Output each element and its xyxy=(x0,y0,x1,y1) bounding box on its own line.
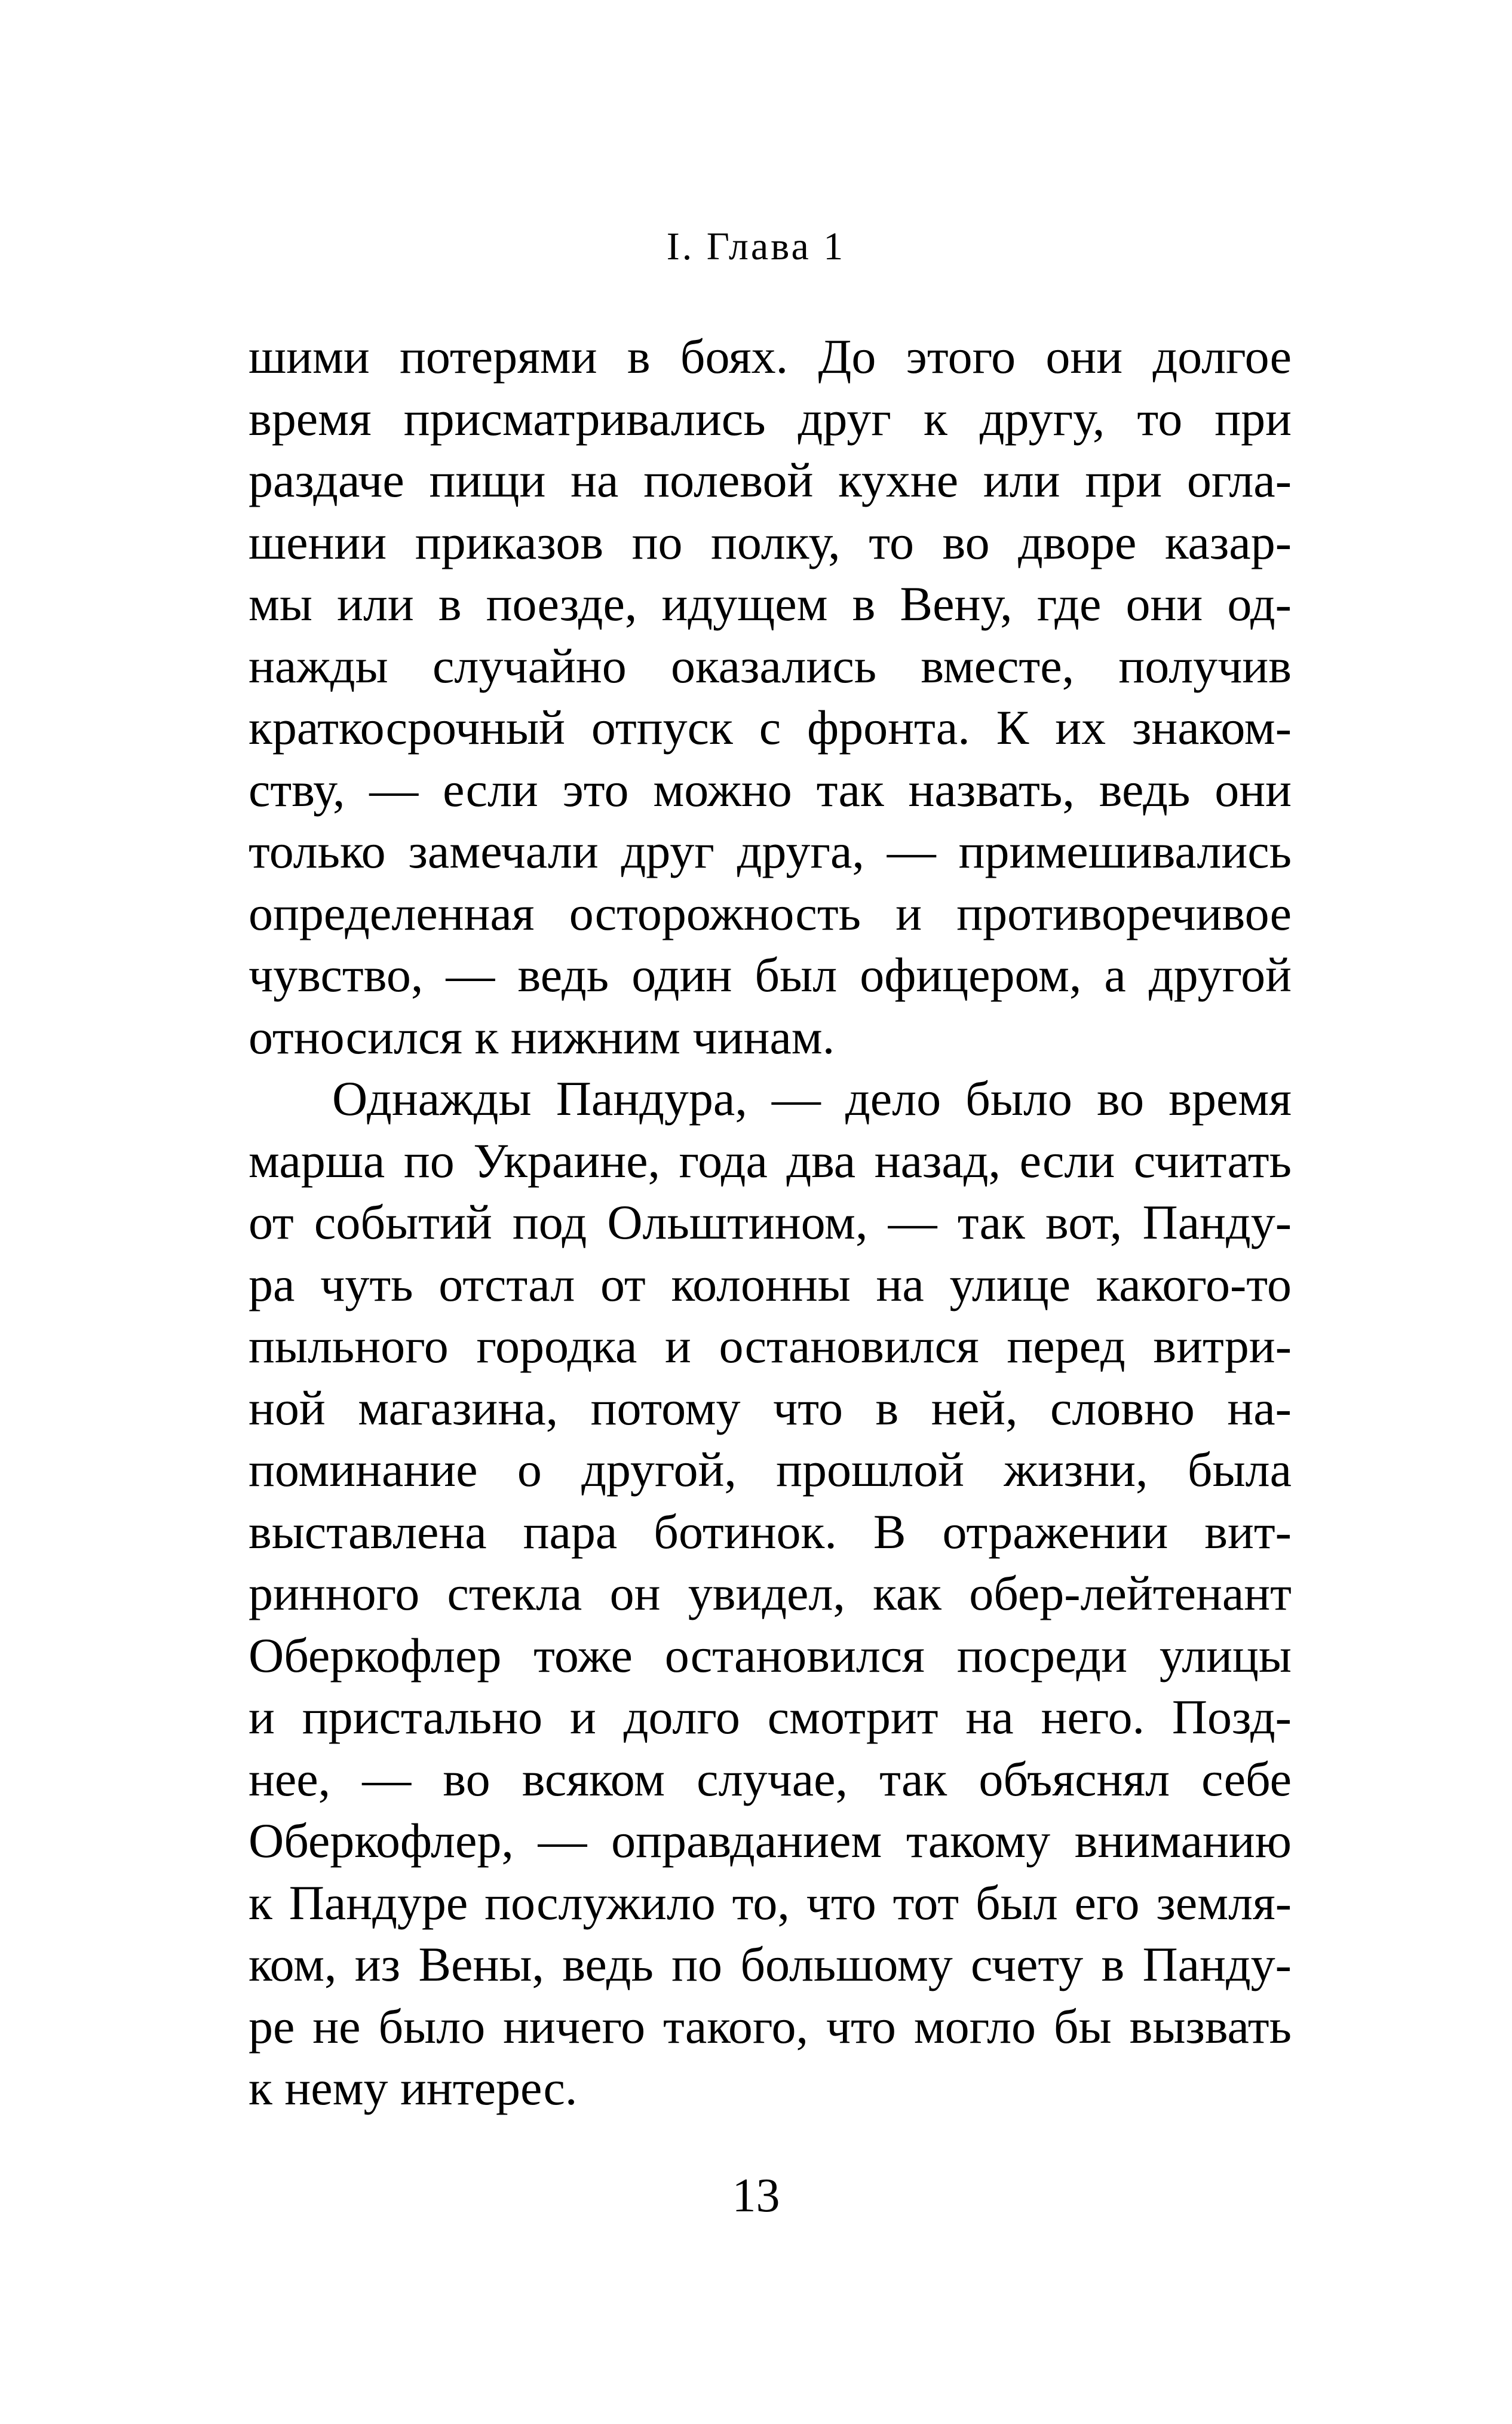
text-line: краткосрочный отпуск с фронта. К их знаком- xyxy=(249,700,1292,755)
text-line: чувство, — ведь один был офицером, а другой xyxy=(249,948,1292,1002)
text-line: шими потерями в боях. До этого они долгое xyxy=(249,329,1292,384)
text-line: ству, — если это можно так назвать, ведь они xyxy=(249,762,1292,817)
text-line: определенная осторожность и противоречивое xyxy=(249,885,1292,940)
text-line: Оберкофлер, — оправданием такому вниманию xyxy=(249,1813,1292,1868)
text-line: ной магазина, потому что в ней, словно на- xyxy=(249,1380,1292,1435)
text-line: нажды случайно оказались вместе, получив xyxy=(249,638,1292,693)
text-line: нее, — во всяком случае, так объяснял себе xyxy=(249,1751,1292,1806)
paragraph xyxy=(249,1068,1292,2119)
text-line: пыльного городка и остановился перед витри- xyxy=(249,1319,1292,1373)
text-line: шении приказов по полку, то во дворе казар- xyxy=(249,514,1292,569)
text-line: только замечали друг друга, — примешивались xyxy=(249,824,1292,878)
body-text xyxy=(249,326,1292,2119)
text-line: время присматривались друг к другу, то при xyxy=(249,391,1292,446)
text-line: ком, из Вены, ведь по большому счету в Панду- xyxy=(249,1937,1292,1991)
page-number: 13 xyxy=(732,2169,780,2222)
text-line: и пристально и долго смотрит на него. Позд- xyxy=(249,1690,1292,1744)
text-line: ра чуть отстал от колонны на улице какого-то xyxy=(249,1257,1292,1311)
paragraph xyxy=(249,326,1292,1068)
text-line: к Пандуре послужило то, что тот был его земля- xyxy=(249,1875,1292,1930)
text-line: марша по Украине, года два назад, если считать xyxy=(249,1133,1292,1188)
text-line: Оберкофлер тоже остановился посреди улицы xyxy=(249,1628,1292,1683)
text-line: от событий под Ольштином, — так вот, Панду- xyxy=(249,1195,1292,1249)
text-line: ре не было ничего такого, что могло бы вызвать xyxy=(249,1999,1292,2054)
text-line: к нему интерес. xyxy=(249,2061,578,2115)
text-line: поминание о другой, прошлой жизни, была xyxy=(249,1442,1292,1497)
text-line: Однажды Пандура, — дело было во время xyxy=(332,1071,1292,1126)
text-line: относился к нижним чинам. xyxy=(249,1009,835,1064)
text-line: выставлена пара ботинок. В отражении вит- xyxy=(249,1504,1292,1559)
text-line: ринного стекла он увидел, как обер-лейтенант xyxy=(249,1566,1292,1620)
text-line: мы или в поезде, идущем в Вену, где они од- xyxy=(249,577,1292,631)
text-line: раздаче пищи на полевой кухне или при огла- xyxy=(249,453,1292,507)
running-head: I. Глава 1 xyxy=(666,225,846,268)
